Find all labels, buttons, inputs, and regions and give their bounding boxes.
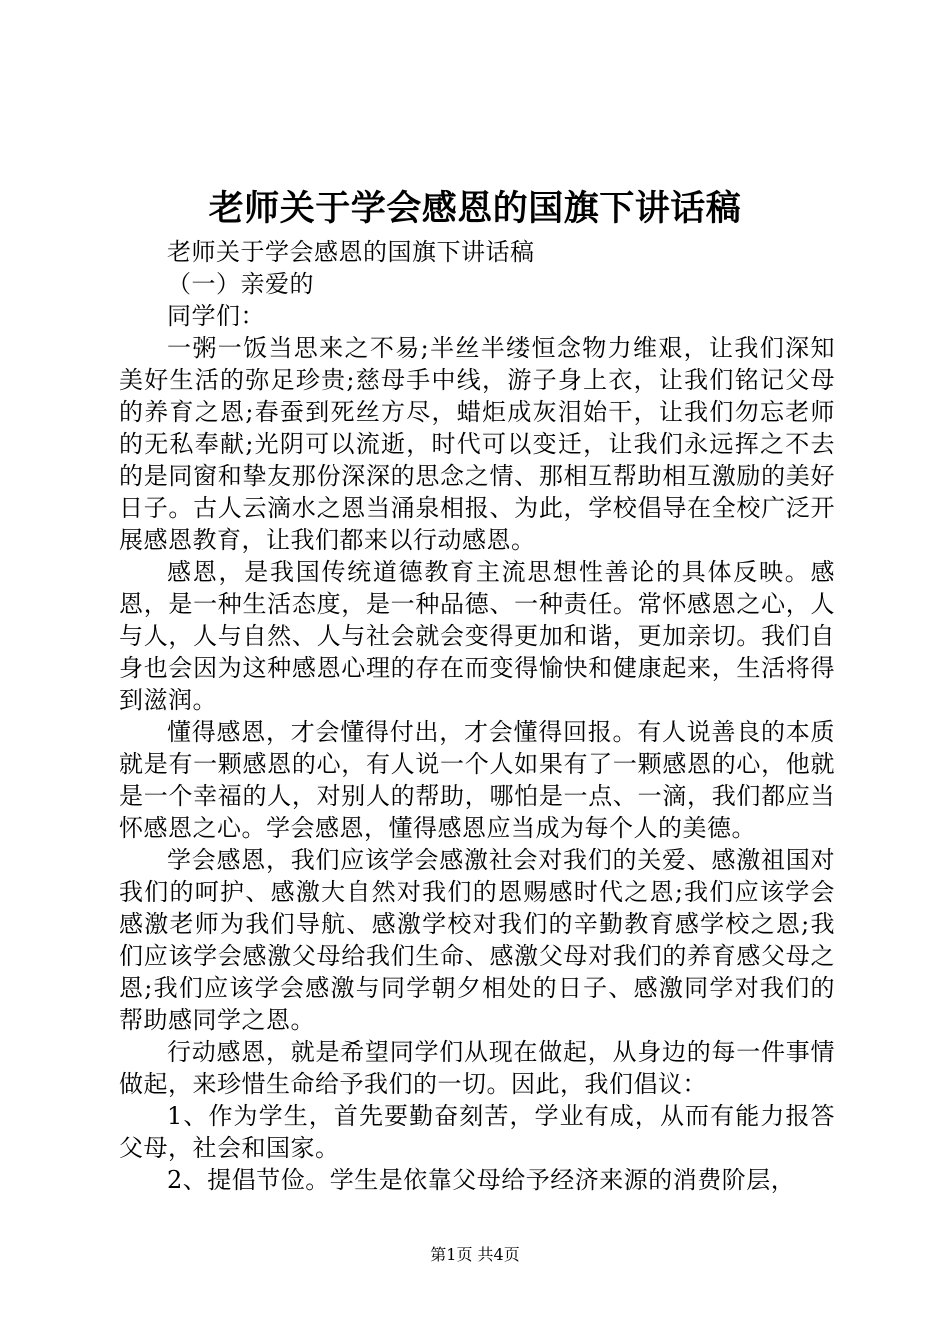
paragraph: 行动感恩，就是希望同学们从现在做起，从身边的每一件事情做起，来珍惜生命给予我们的一切。因此，我们倡议： [119,1038,835,1098]
list-item: 1、作为学生，首先要勤奋刻苦，学业有成，从而有能力报答父母，社会和国家。 [119,1102,835,1162]
page-footer: 第1页 共4页 [430,1245,520,1264]
list-item: 2、提倡节俭。学生是依靠父母给予经济来源的消费阶层， [167,1166,796,1194]
document-body [119,236,835,1196]
paragraph-salutation: 同学们： [167,302,265,330]
paragraph: 一粥一饭当思来之不易;半丝半缕恒念物力维艰，让我们深知美好生活的弥足珍贵;慈母手中线，游子身上衣，让我们铭记父母的养育之恩;春蚕到死丝方尽，蜡炬成灰泪始干，让我们勿忘老师的无私奉献;光阴可以流逝，时代可以变迁，让我们永远挥之不去的是同窗和挚友那份深深的思念之情、那相互帮助相互激励的美好日子。古人云滴水之恩当涌泉相报、为此，学校倡导在全校广泛开展感恩教育，让我们都来以行动感恩。 [119,334,835,554]
paragraph: 懂得感恩，才会懂得付出，才会懂得回报。有人说善良的本质就是有一颗感恩的心，有人说一个人如果有了一颗感恩的心，他就是一个幸福的人，对别人的帮助，哪怕是一点、一滴，我们都应当怀感恩之心。学会感恩，懂得感恩应当成为每个人的美德。 [119,718,835,842]
document-title: 老师关于学会感恩的国旗下讲话稿 [208,188,742,229]
paragraph: 感恩，是我国传统道德教育主流思想性善论的具体反映。感恩，是一种生活态度，是一种品德、一种责任。常怀感恩之心，人与人，人与自然、人与社会就会变得更加和谐，更加亲切。我们自身也会因为这种感恩心理的存在而变得愉快和健康起来，生活将得到滋润。 [119,558,835,714]
paragraph-subtitle: 老师关于学会感恩的国旗下讲话稿 [167,238,535,266]
paragraph: 学会感恩，我们应该学会感激社会对我们的关爱、感激祖国对我们的呵护、感激大自然对我们的恩赐感时代之恩;我们应该学会感激老师为我们导航、感激学校对我们的辛勤教育感学校之恩;我们应该学会感激父母给我们生命、感激父母对我们的养育感父母之恩;我们应该学会感激与同学朝夕相处的日子、感激同学对我们的帮助感同学之恩。 [119,846,835,1034]
paragraph-heading: （一）亲爱的 [167,270,314,298]
